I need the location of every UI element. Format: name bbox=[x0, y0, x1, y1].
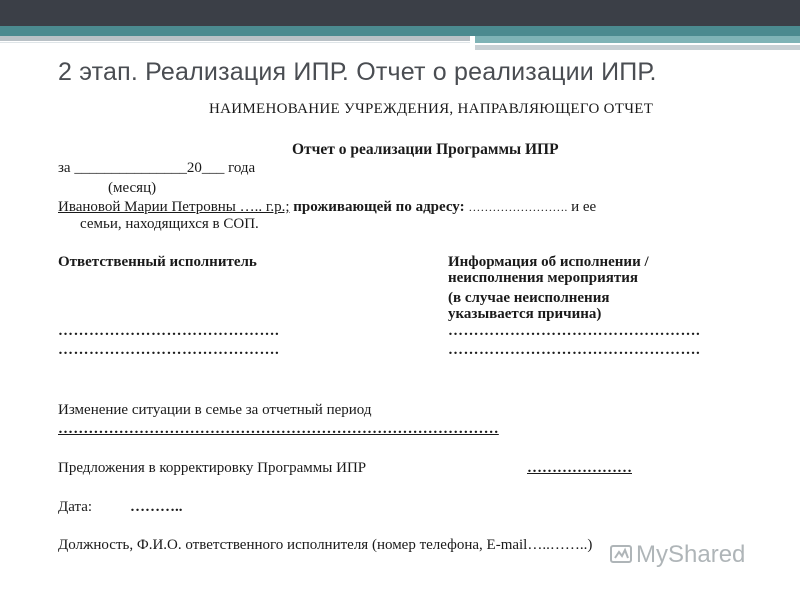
execution-dots-2: …………………………………………. bbox=[448, 342, 701, 358]
watermark-text: MyShared bbox=[636, 541, 746, 568]
proposals-dots: ………………… bbox=[527, 460, 632, 476]
position-line: Должность, Ф.И.О. ответственного исполнителя (номер телефона, E-mail…..……..) bbox=[58, 537, 593, 553]
execution-header-3: (в случае неисполнения bbox=[448, 290, 610, 306]
banner-grey-stripe bbox=[0, 36, 470, 41]
execution-header-2: неисполнения мероприятия bbox=[448, 270, 638, 286]
address-dots: ……………………. bbox=[468, 200, 568, 214]
person-line-2: семьи, находящихся в СОП. bbox=[80, 216, 259, 232]
responsible-header: Ответственный исполнитель bbox=[58, 254, 257, 270]
banner-thin-line bbox=[0, 42, 470, 43]
watermark bbox=[610, 541, 745, 569]
responsible-dots-2: ……………………………………. bbox=[58, 342, 280, 358]
execution-header-4: указывается причина) bbox=[448, 306, 602, 322]
report-title: Отчет о реализации Программы ИПР bbox=[292, 141, 559, 158]
execution-header-1: Информация об исполнении / bbox=[448, 254, 649, 270]
proposals-label: Предложения в корректировку Программы ИПР bbox=[58, 460, 367, 476]
slide-title: 2 этап. Реализация ИПР. Отчет о реализации ИПР. bbox=[58, 58, 657, 86]
situation-change-label: Изменение ситуации в семье за отчетный период bbox=[58, 402, 372, 418]
responsible-dots-1: ……………………………………. bbox=[58, 323, 280, 339]
date-dots: ……….. bbox=[130, 499, 183, 515]
execution-dots-1: …………………………………………. bbox=[448, 323, 701, 339]
date-label: Дата: bbox=[58, 499, 93, 515]
address-label: проживающей по адресу: bbox=[293, 199, 465, 215]
person-name: Ивановой Марии Петровны ….. г.р.; bbox=[58, 199, 290, 215]
situation-change-dots: …………………………………………………………………………… bbox=[58, 421, 499, 437]
month-label: (месяц) bbox=[108, 180, 157, 196]
banner-teal-stripe bbox=[0, 26, 800, 36]
watermark-logo-icon bbox=[610, 543, 632, 565]
banner-grey-accent bbox=[475, 45, 800, 50]
person-line bbox=[58, 199, 596, 216]
banner-teal-accent bbox=[475, 36, 800, 43]
organization-name: НАИМЕНОВАНИЕ УЧРЕЖДЕНИЯ, НАПРАВЛЯЮЩЕГО ОТЧЕТ bbox=[209, 101, 654, 117]
period-line: за _______________20___ года bbox=[58, 160, 256, 176]
person-tail: и ее bbox=[571, 199, 597, 215]
top-banner bbox=[0, 0, 800, 56]
banner-dark-stripe bbox=[0, 0, 800, 26]
